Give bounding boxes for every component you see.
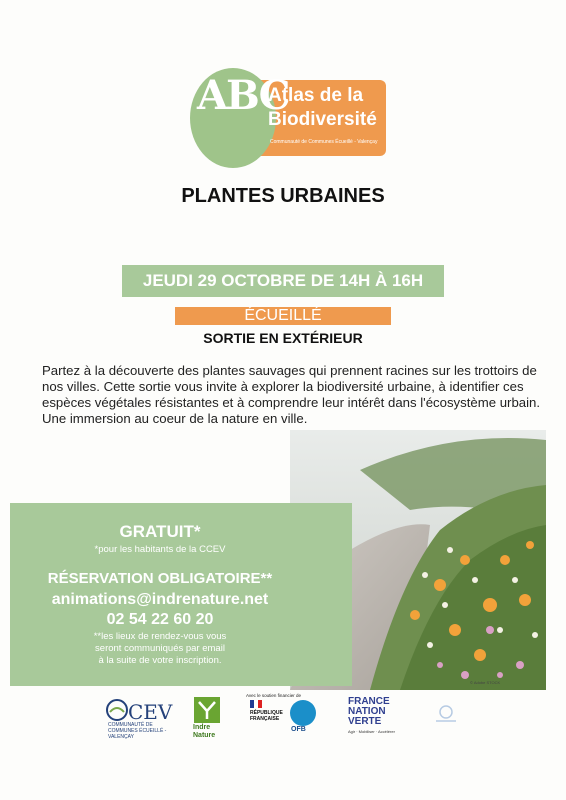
description bbox=[42, 363, 542, 427]
logo-subtitle: Communauté de Communes Écueillé - Valençay bbox=[270, 139, 378, 145]
ofb-logo: OFB bbox=[291, 726, 306, 733]
free-label: GRATUIT* bbox=[119, 522, 201, 541]
contact-email[interactable]: animations@indrenature.net bbox=[51, 591, 269, 608]
french-flag-icon bbox=[250, 700, 262, 708]
indre-nature-icon bbox=[194, 697, 220, 723]
town-banner: ÉCUEILLÉ bbox=[175, 307, 391, 325]
contact-phone[interactable]: 02 54 22 60 20 bbox=[106, 611, 214, 628]
fnv-line2: NATION bbox=[348, 706, 386, 717]
fnv-line3: VERTE bbox=[348, 716, 382, 727]
logo-title-line1: Atlas de la bbox=[268, 85, 364, 106]
free-note: *pour les habitants de la CCEV bbox=[94, 544, 226, 555]
fnv-subtitle: Agir · Mobiliser · Accélérer bbox=[348, 729, 395, 734]
description-paragraph: Partez à la découverte des plantes sauvages qui prennent racines sur les trottoirs de nos villes. Cette sortie vous invite à explorer la biodiversité urbaine, à identifier ces espèces végétales résistantes et à comprendre leur intérêt dans l'écosystème urbain. bbox=[42, 363, 541, 410]
logo-letters: ABC bbox=[197, 72, 289, 119]
ccev-emblem-icon bbox=[105, 698, 129, 722]
date-banner: JEUDI 29 OCTOBRE DE 14H À 16H bbox=[122, 265, 444, 297]
page-title: PLANTES URBAINES bbox=[181, 185, 385, 207]
event-type: SORTIE EN EXTÉRIEUR bbox=[203, 330, 363, 346]
indre-nature-logo: Indre Nature bbox=[193, 724, 216, 739]
meeting-note-line1: **les lieux de rendez-vous vous bbox=[93, 631, 227, 642]
republique-francaise-logo: RÉPUBLIQUE FRANÇAISE bbox=[250, 710, 283, 722]
ccev-logo: CEV bbox=[128, 700, 173, 724]
funding-caption: Avec le soutien financier de bbox=[246, 693, 301, 698]
ofb-icon bbox=[290, 700, 316, 726]
meeting-note bbox=[10, 631, 310, 667]
ccev-subtitle: COMMUNAUTÉ DE COMMUNES ÉCUEILLÉ - VALENÇAY bbox=[108, 722, 167, 740]
logo-title-line2: Biodiversité bbox=[268, 109, 377, 130]
description-closing: Une immersion au coeur de la nature en ville. bbox=[42, 411, 308, 426]
meeting-note-line2: seront communiqués par email bbox=[95, 643, 225, 654]
meeting-note-line3: à la suite de votre inscription. bbox=[98, 655, 222, 666]
photo-credit: © Adobe STOCK bbox=[470, 680, 501, 685]
fnv-line1: FRANCE bbox=[348, 696, 390, 707]
reservation-label: RÉSERVATION OBLIGATOIRE** bbox=[47, 570, 273, 587]
partner-logo-icon bbox=[432, 704, 460, 724]
